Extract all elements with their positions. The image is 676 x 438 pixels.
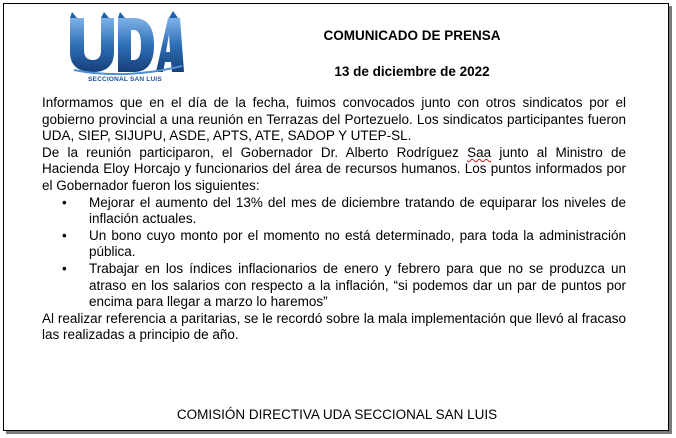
uda-logo-graphic <box>64 10 184 76</box>
list-item <box>42 228 626 261</box>
press-release-title: COMUNICADO DE PRENSA <box>323 28 501 43</box>
bullet-icon: • <box>62 227 67 243</box>
logo-caption: SECCIONAL SAN LUIS <box>88 76 162 83</box>
signature-line: COMISIÓN DIRECTIVA UDA SECCIONAL SAN LUIS <box>176 407 498 422</box>
paragraph-participants <box>42 145 626 195</box>
list-item <box>42 195 626 228</box>
paragraph-participants-text-b: junto al Ministro de Hacienda Eloy Horcajo y funcionarios del área de recursos humanos. Los puntos informados por el Gobernador fueron los siguientes: <box>42 144 626 193</box>
press-release-body <box>42 95 626 344</box>
press-release-date: 13 de diciembre de 2022 <box>334 64 490 79</box>
announcement-list <box>42 195 626 311</box>
paragraph-meeting: Informamos que en el día de la fecha, fuimos convocados junto con otros sindicatos por el gobierno provincial a una reunión en Terrazas del Portezuelo. Los sindicatos participantes fueron UDA, SIEP, SIJUPU, ASDE, APTS, ATE, SADOP Y UTEP-SL. <box>42 95 626 144</box>
bullet-icon: • <box>62 260 67 276</box>
paragraph-participants-text-a: De la reunión participaron, el Gobernador Dr. Alberto Rodríguez <box>42 144 468 160</box>
list-item <box>42 261 626 311</box>
paragraph-paritarias: Al realizar referencia a paritarias, se le recordó sobre la mala implementación que llevó al fracaso las realizadas a principio de año. <box>42 310 626 343</box>
uda-logo <box>64 10 184 90</box>
bullet-icon: • <box>62 194 67 210</box>
list-item-text: Mejorar el aumento del 13% del mes de diciembre tratando de equiparar los niveles de inflación actuales. <box>89 194 626 227</box>
list-item-text: Un bono cuyo monto por el momento no está determinado, para toda la administración pública. <box>89 227 626 260</box>
spellcheck-flagged-word: Saa <box>467 144 492 160</box>
press-release-frame <box>3 3 669 431</box>
list-item-text: Trabajar en los índices inflacionarios de enero y febrero para que no se produzca un atraso en los salarios con respecto a la inflación, “si podemos dar un par de puntos por encima para llegar a marzo lo haremos” <box>89 260 626 310</box>
